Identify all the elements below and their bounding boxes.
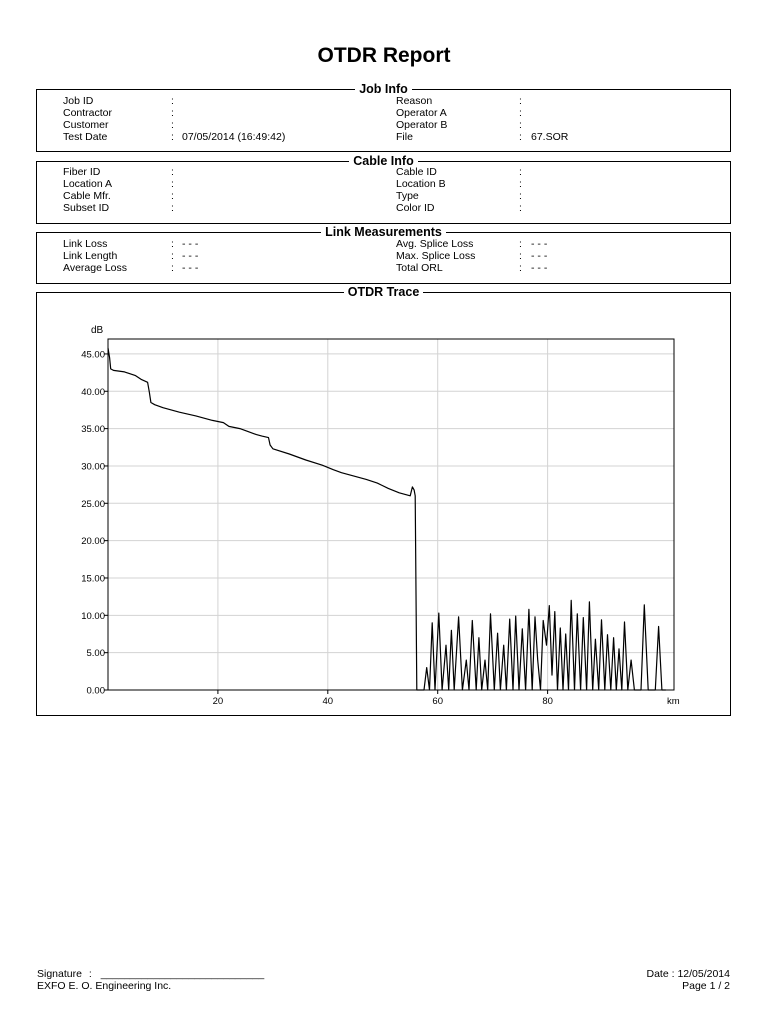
field-separator: : bbox=[171, 178, 174, 190]
signature-separator: : bbox=[88, 968, 92, 980]
y-tick-label: 25.00 bbox=[81, 498, 105, 510]
field-separator: : bbox=[171, 238, 174, 250]
x-axis-label: km bbox=[667, 696, 680, 707]
field-value: - - - bbox=[182, 250, 199, 262]
field-label: Operator B bbox=[396, 119, 448, 131]
signature-line bbox=[37, 968, 264, 980]
otdr-trace-heading: OTDR Trace bbox=[344, 285, 424, 299]
field-label: Job ID bbox=[63, 95, 94, 107]
x-tick-label: 20 bbox=[212, 696, 224, 707]
field-value: 07/05/2014 (16:49:42) bbox=[182, 131, 286, 143]
field-separator: : bbox=[519, 238, 522, 250]
y-tick-label: 5.00 bbox=[86, 648, 105, 660]
field-separator: : bbox=[519, 107, 522, 119]
field-separator: : bbox=[171, 202, 174, 214]
signature-label: Signature bbox=[37, 968, 82, 980]
field-label: Avg. Splice Loss bbox=[396, 238, 474, 250]
trace-line bbox=[108, 348, 666, 690]
report-title: OTDR Report bbox=[317, 44, 451, 67]
field-label: Link Length bbox=[63, 250, 118, 262]
field-label: Average Loss bbox=[63, 262, 128, 274]
field-separator: : bbox=[171, 262, 174, 274]
field-separator: : bbox=[171, 190, 174, 202]
otdr-trace-section bbox=[36, 285, 731, 716]
field-value: - - - bbox=[531, 250, 548, 262]
field-label: Max. Splice Loss bbox=[396, 250, 476, 262]
field-label: Total ORL bbox=[396, 262, 443, 274]
field-label: Subset ID bbox=[63, 202, 110, 214]
date-label: Date : bbox=[646, 968, 675, 980]
otdr-trace-chart bbox=[37, 293, 730, 715]
date-value: 12/05/2014 bbox=[677, 968, 730, 980]
field-label: Type bbox=[396, 190, 419, 202]
field-separator: : bbox=[519, 178, 522, 190]
y-tick-label: 0.00 bbox=[86, 685, 105, 697]
link-measurements-heading-wrap bbox=[37, 225, 730, 239]
x-tick-label: 80 bbox=[542, 696, 553, 707]
field-separator: : bbox=[519, 166, 522, 178]
y-axis-label: dB bbox=[91, 325, 104, 336]
field-value: - - - bbox=[531, 262, 548, 274]
job-info-heading: Job Info bbox=[355, 82, 412, 96]
field-label: Location A bbox=[63, 178, 113, 190]
field-separator: : bbox=[171, 95, 174, 107]
field-label: Location B bbox=[396, 178, 446, 190]
job-info-section bbox=[36, 82, 731, 152]
field-label: Operator A bbox=[396, 107, 447, 119]
field-label: Contractor bbox=[63, 107, 113, 119]
y-tick-label: 10.00 bbox=[81, 610, 105, 622]
field-separator: : bbox=[171, 250, 174, 262]
field-separator: : bbox=[171, 166, 174, 178]
field-separator: : bbox=[519, 202, 522, 214]
x-tick-label: 60 bbox=[432, 696, 443, 707]
y-tick-label: 30.00 bbox=[81, 461, 105, 473]
field-label: Test Date bbox=[63, 131, 108, 143]
y-tick-label: 45.00 bbox=[81, 349, 105, 361]
field-label: Cable ID bbox=[396, 166, 437, 178]
company-name: EXFO E. O. Engineering Inc. bbox=[37, 980, 172, 992]
field-separator: : bbox=[171, 131, 174, 143]
field-separator: : bbox=[519, 190, 522, 202]
job-info-heading-wrap bbox=[37, 82, 730, 96]
field-value: - - - bbox=[182, 238, 199, 250]
field-label: Link Loss bbox=[63, 238, 108, 250]
y-tick-label: 15.00 bbox=[81, 573, 105, 585]
field-separator: : bbox=[171, 107, 174, 119]
y-tick-label: 35.00 bbox=[81, 424, 105, 436]
signature-blank: ____________________________ bbox=[100, 968, 265, 980]
field-label: File bbox=[396, 131, 413, 143]
cable-info-section bbox=[36, 154, 731, 224]
field-value: - - - bbox=[182, 262, 199, 274]
field-separator: : bbox=[519, 119, 522, 131]
field-label: Reason bbox=[396, 95, 433, 107]
link-measurements-heading: Link Measurements bbox=[321, 225, 446, 239]
field-label: Customer bbox=[63, 119, 109, 131]
cable-info-heading-wrap bbox=[37, 154, 730, 168]
y-tick-label: 20.00 bbox=[81, 536, 105, 548]
field-separator: : bbox=[519, 131, 522, 143]
page-number: Page 1 / 2 bbox=[682, 980, 730, 992]
link-measurements-section bbox=[36, 225, 731, 284]
x-tick-label: 40 bbox=[322, 696, 334, 707]
field-value: - - - bbox=[531, 238, 548, 250]
field-separator: : bbox=[519, 95, 522, 107]
field-separator: : bbox=[519, 250, 522, 262]
field-label: Color ID bbox=[396, 202, 435, 214]
cable-info-heading: Cable Info bbox=[349, 154, 417, 168]
field-label: Fiber ID bbox=[63, 166, 101, 178]
field-separator: : bbox=[519, 262, 522, 274]
field-value: 67.SOR bbox=[531, 131, 569, 143]
field-label: Cable Mfr. bbox=[63, 190, 111, 202]
y-tick-label: 40.00 bbox=[81, 386, 105, 398]
report-date bbox=[647, 968, 731, 980]
field-separator: : bbox=[171, 119, 174, 131]
